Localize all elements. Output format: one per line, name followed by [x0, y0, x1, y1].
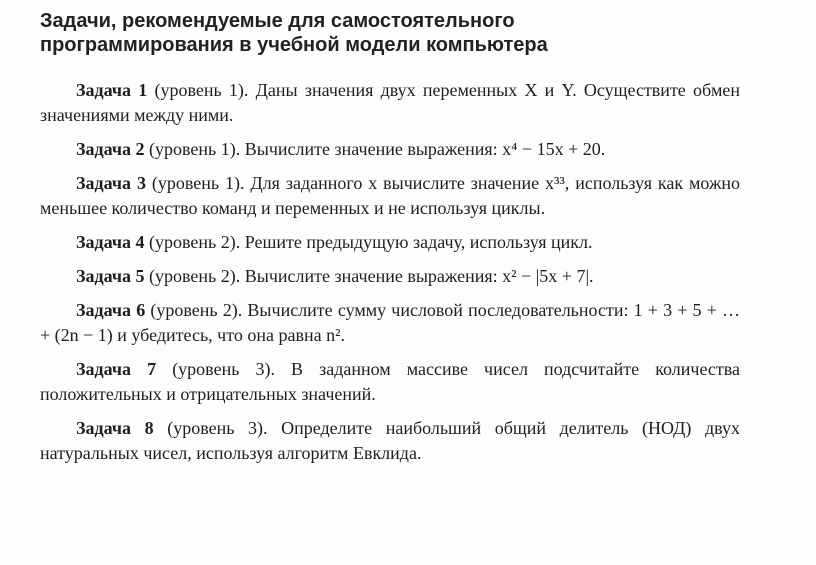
task-label: Задача 2: [76, 139, 145, 159]
task-label: Задача 5: [76, 266, 145, 286]
task-level: (уровень 2).: [149, 266, 241, 286]
task-item-7: [40, 357, 740, 407]
task-label: Задача 6: [76, 300, 146, 320]
task-level: (уровень 1).: [149, 139, 241, 159]
task-level: (уровень 3).: [172, 359, 275, 379]
section-heading: [40, 9, 780, 57]
task-item-5: [40, 264, 740, 289]
task-item-3: [40, 171, 740, 221]
task-level: (уровень 2).: [149, 232, 241, 252]
task-level: (уровень 2).: [150, 300, 243, 320]
task-level: (уровень 3).: [167, 418, 268, 438]
task-text: Для заданного x вычислите значение x³³, используя как можно меньшее количество команд и переменных и не используя циклы.: [40, 173, 741, 218]
task-text: Решите предыдущую задачу, используя цикл.: [244, 232, 593, 252]
task-text: В заданном массиве чисел подсчитайте количества положительных и отрицательных значений.: [40, 359, 741, 404]
task-label: Задача 1: [76, 80, 148, 100]
task-list: [40, 78, 740, 475]
task-level: (уровень 1).: [154, 80, 249, 100]
task-label: Задача 8: [76, 418, 154, 438]
task-item-4: [40, 230, 740, 255]
task-text: Вычислите значение выражения: x⁴ − 15x + 20.: [244, 139, 606, 159]
task-item-1: [40, 78, 740, 128]
task-text: Определите наибольший общий делитель (НОД) двух натуральных чисел, используя алгоритм Евклида.: [40, 418, 741, 463]
task-text: Вычислите сумму числовой последовательности: 1 + 3 + 5 + … + (2n − 1) и убедитесь, что она равна n².: [40, 300, 741, 345]
task-level: (уровень 1).: [151, 173, 245, 193]
task-label: Задача 3: [76, 173, 146, 193]
task-label: Задача 4: [76, 232, 145, 252]
task-text: Даны значения двух переменных X и Y. Осуществите обмен значениями между ними.: [40, 80, 741, 125]
task-label: Задача 7: [76, 359, 157, 379]
heading-line-1: Задачи, рекомендуемые для самостоятельного: [40, 10, 515, 32]
task-item-6: [40, 298, 740, 348]
heading-line-2: программирования в учебной модели компьютера: [40, 34, 548, 56]
task-item-2: [40, 137, 740, 162]
task-item-8: [40, 416, 740, 466]
task-text: Вычислите значение выражения: x² − |5x + 7|.: [244, 266, 594, 286]
